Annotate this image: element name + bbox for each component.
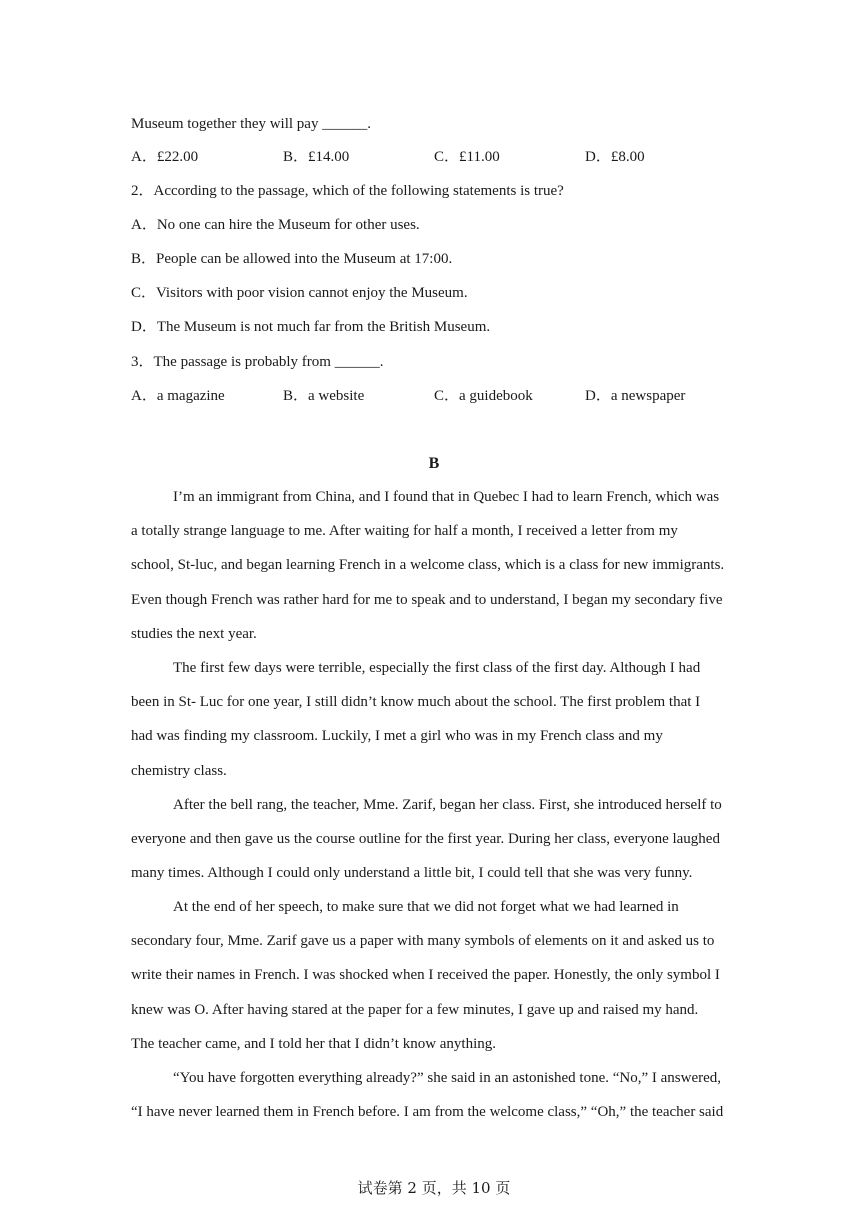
- paragraph-line: a totally strange language to me. After waiting for half a month, I received a letter from my: [131, 523, 678, 540]
- question-2-option-d: D．The Museum is not much far from the British Museum.: [131, 319, 491, 335]
- passage-paragraph-5: [131, 1061, 739, 1129]
- paragraph-line: The teacher came, and I told her that I didn’t know anything.: [131, 1035, 497, 1052]
- paragraph-line: knew was O. After having stared at the paper for a few minutes, I gave up and raised my hand.: [131, 1001, 699, 1018]
- question-3-option-c: C．a guidebook: [434, 388, 533, 404]
- question-2-stem: 2．According to the passage, which of the following statements is true?: [131, 183, 564, 199]
- question-2-option-c: C．Visitors with poor vision cannot enjoy the Museum.: [131, 285, 468, 301]
- paragraph-line: “You have forgotten everything already?” she said in an astonished tone. “No,” I answered,: [173, 1070, 722, 1086]
- paragraph-line: many times. Although I could only understand a little bit, I could tell that she was very funny.: [131, 865, 693, 882]
- paragraph-line: Even though French was rather hard for me to speak and to understand, I began my secondary five: [131, 591, 723, 608]
- paragraph-line: “I have never learned them in French before. I am from the welcome class,” “Oh,” the teacher said: [131, 1104, 724, 1121]
- paragraph-line: secondary four, Mme. Zarif gave us a paper with many symbols of elements on it and asked us to: [131, 933, 715, 950]
- paragraph-line: been in St- Luc for one year, I still didn’t know much about the school. The first problem that I: [131, 694, 701, 711]
- paragraph-line: everyone and then gave us the course outline for the first year. During her class, everyone laughed: [131, 831, 720, 848]
- passage-paragraph-3: [131, 788, 739, 891]
- section-b-heading: B: [428, 455, 440, 472]
- question-3-option-b: B．a website: [283, 388, 365, 404]
- paragraph-line: After the bell rang, the teacher, Mme. Zarif, began her class. First, she introduced herself to: [173, 797, 722, 813]
- question-1-option-a: A．£22.00: [131, 149, 199, 165]
- paragraph-line: write their names in French. I was shocked when I received the paper. Honestly, the only symbol I: [131, 967, 720, 984]
- paragraph-line: The first few days were terrible, especially the first class of the first day. Although I had: [173, 660, 701, 676]
- paragraph-line: studies the next year.: [131, 625, 257, 642]
- question-3-stem: 3．The passage is probably from ______.: [131, 354, 384, 370]
- question-2-option-a: A．No one can hire the Museum for other uses.: [131, 217, 420, 233]
- paragraph-line: At the end of her speech, to make sure that we did not forget what we had learned in: [173, 899, 679, 915]
- paragraph-line: had was finding my classroom. Luckily, I met a girl who was in my French class and my: [131, 728, 663, 745]
- paragraph-line: school, St-luc, and began learning French in a welcome class, which is a class for new immigrants.: [131, 557, 725, 574]
- passage-paragraph-2: [131, 651, 739, 788]
- question-3-option-a: A．a magazine: [131, 388, 225, 404]
- paragraph-line: chemistry class.: [131, 762, 227, 779]
- passage-paragraph-1: [131, 480, 739, 651]
- question-3-option-d: D．a newspaper: [585, 388, 686, 404]
- question-2-option-b: B．People can be allowed into the Museum at 17:00.: [131, 251, 453, 267]
- paragraph-line: I’m an immigrant from China, and I found that in Quebec I had to learn French, which was: [173, 489, 720, 505]
- question-1-stem-tail: Museum together they will pay ______.: [131, 116, 371, 132]
- passage-paragraph-4: [131, 890, 739, 1061]
- question-1-option-b: B．£14.00: [283, 149, 350, 165]
- question-1-option-c: C．£11.00: [434, 149, 500, 165]
- question-1-option-d: D．£8.00: [585, 149, 645, 165]
- page-footer: 试卷第 2 页，共 10 页: [357, 1179, 511, 1197]
